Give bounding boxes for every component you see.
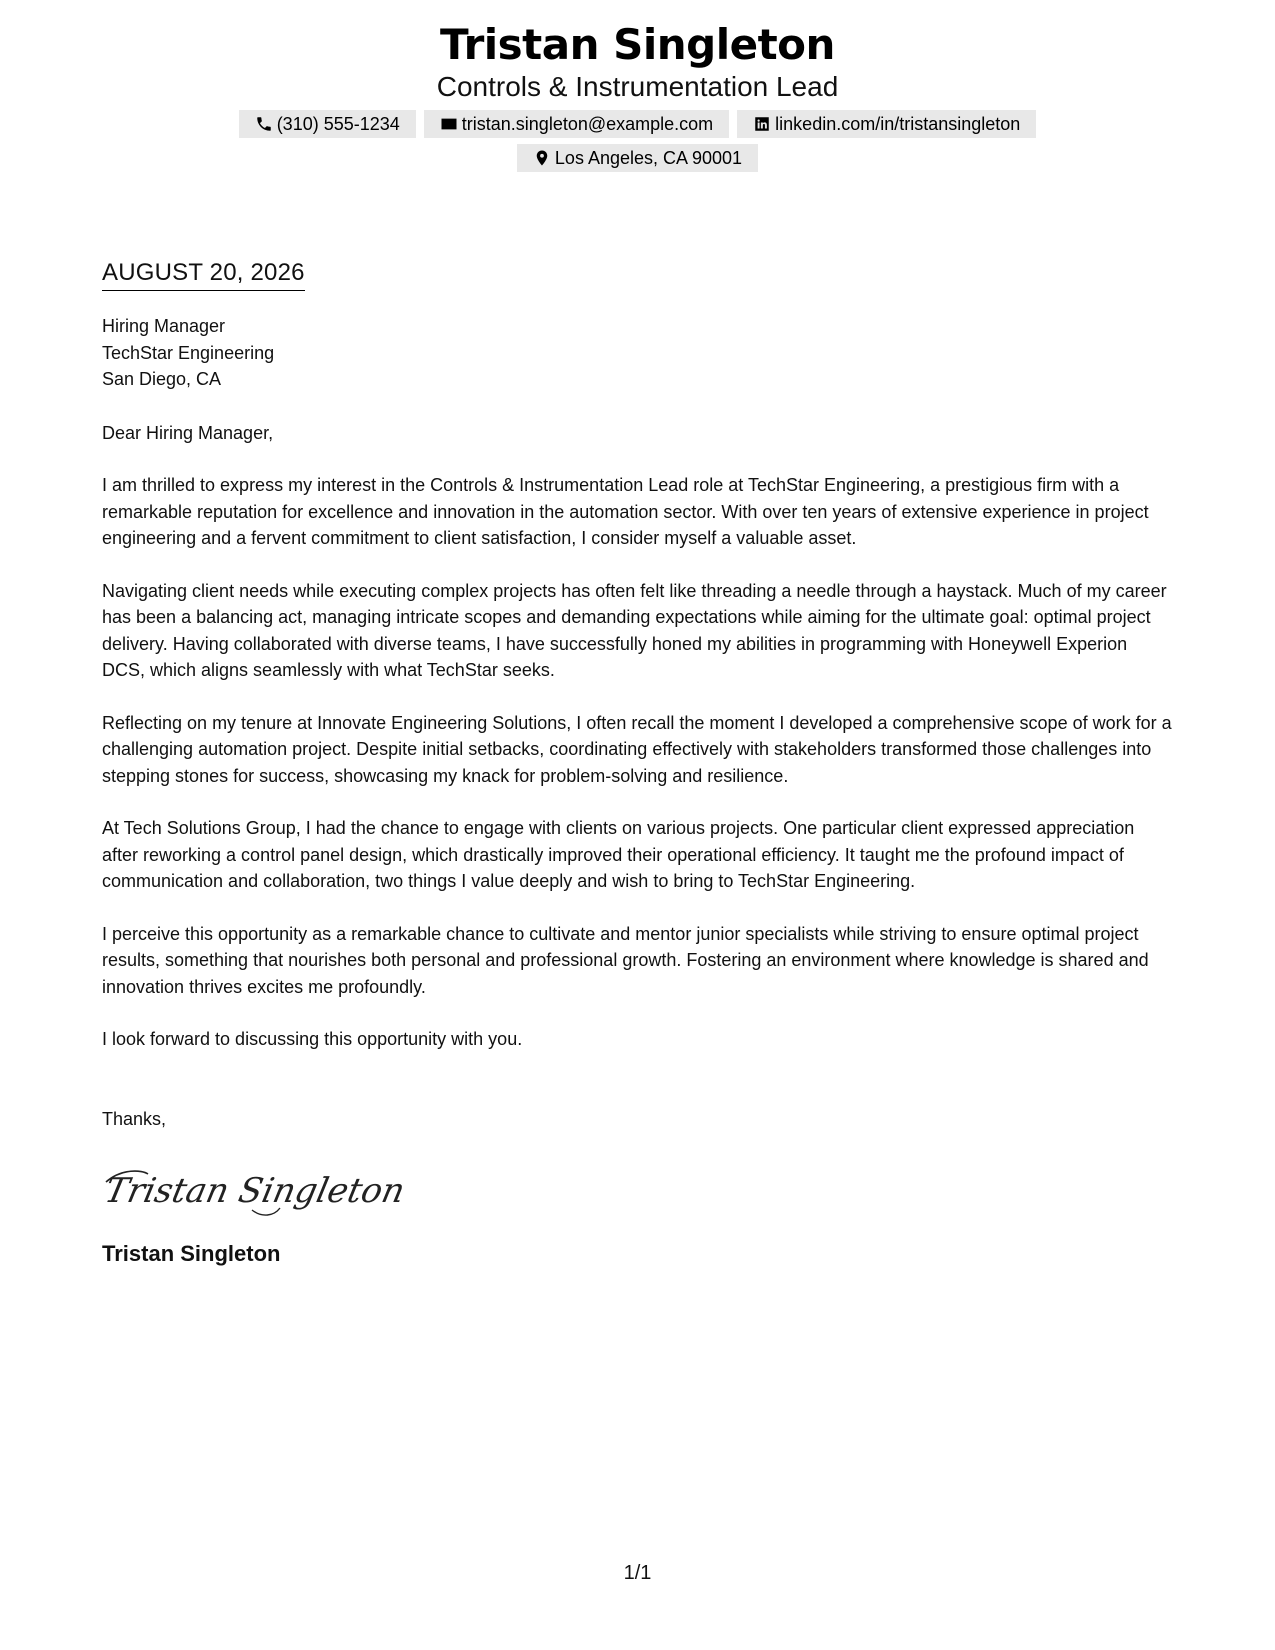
recipient-location: San Diego, CA [102,369,222,389]
contact-location [517,144,758,172]
location-text: Los Angeles, CA 90001 [554,147,743,168]
linkedin-icon [753,115,771,133]
paragraph: I look forward to discussing this opportunity with you. [102,1029,523,1049]
recipient-company: TechStar Engineering [102,342,275,363]
paragraph: I am thrilled to express my interest in the Controls & Instrumentation Lead role at TechStar Engineering, a prestigious firm with a remarkable reputation for excellence and innovation in the automation sector. With over ten years of extensive experience in project engineering and a fervent commitment to client satisfaction, I consider myself a valuable asset. [102,475,1149,548]
recipient-title: Hiring Manager [102,316,226,336]
letter-body [102,258,1172,1268]
letter-header [0,20,1275,172]
contact-row [0,110,1275,138]
email-text: tristan.singleton@example.com [461,113,714,134]
svg-text:Tristan Singleton: Tristan Singleton [101,1171,409,1211]
page-number: 1/1 [623,1562,652,1584]
paragraph: At Tech Solutions Group, I had the chance to engage with clients on various projects. One particular client expressed appreciation after reworking a control panel design, which drastically improved their operational efficiency. It taught me the profound impact of communication and collaboration, two things I value deeply and wish to bring to TechStar Engineering. [102,818,1135,891]
contact-email[interactable] [424,110,729,138]
recipient-block [102,313,1172,393]
linkedin-text: linkedin.com/in/tristansingleton [775,113,1021,134]
envelope-icon [440,115,458,133]
sender-role: Controls & Instrumentation Lead [436,71,839,102]
sender-name: Tristan Singleton [440,20,835,69]
closing: Thanks, [102,1108,167,1129]
paragraph: Reflecting on my tenure at Innovate Engineering Solutions, I often recall the moment I developed a comprehensive scope of work for a challenging automation project. Despite initial setbacks, coordinating effectively with stakeholders transformed those challenges into stepping stones for success, showcasing my knack for problem-solving and resilience. [102,712,1172,786]
contact-phone [239,110,416,138]
contact-row-location [0,144,1275,172]
map-pin-icon [533,149,551,167]
paragraph: Navigating client needs while executing complex projects has often felt like threading a needle through a haystack. Much of my career has been a balancing act, managing intricate scopes and demanding expectations while aiming for the ultimate goal: optimal project delivery. Having collaborated with diverse teams, I have successfully honed my abilities in programming with Honeywell Experion DCS, which aligns seamlessly with what TechStar seeks. [102,580,1167,680]
contact-linkedin[interactable] [737,110,1036,138]
paragraph: I perceive this opportunity as a remarkable chance to cultivate and mentor junior specialists while striving to ensure optimal project results, something that nourishes both personal and professional growth. Fostering an environment where knowledge is shared and innovation thrives excites me profoundly. [102,923,1149,997]
letter-date: AUGUST 20, 2026 [102,258,305,291]
signature-image [101,1160,409,1220]
phone-icon [255,115,273,133]
salutation: Dear Hiring Manager, [102,422,274,443]
signer-name: Tristan Singleton [102,1241,281,1266]
signature [102,1160,1172,1220]
phone-text: (310) 555-1234 [276,113,400,134]
